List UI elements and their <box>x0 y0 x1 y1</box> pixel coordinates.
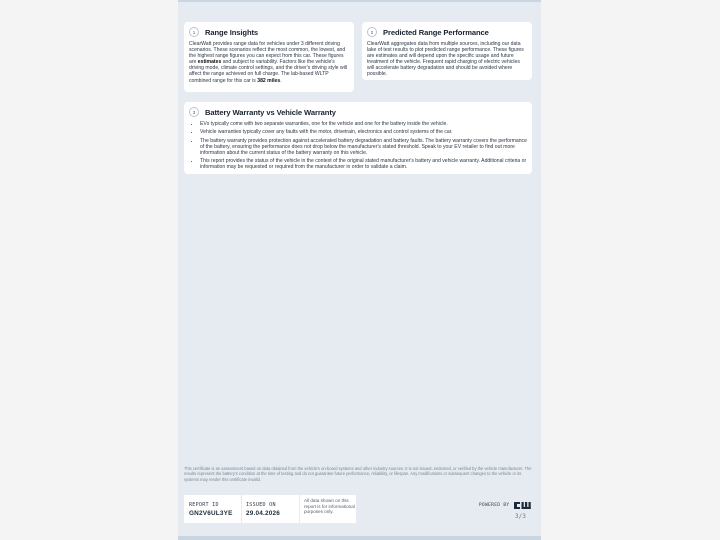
section-number-3: 3 <box>189 107 199 117</box>
warranty-bullet: • EVs typically come with two separate warranties, one for the vehicle and one for the battery inside the vehicle. <box>200 121 527 127</box>
info-note-box <box>300 495 356 523</box>
predicted-range-card <box>362 22 532 80</box>
warranty-bullet: • Vehicle warranties typically cover any faults with the motor, drivetrain, electronics and control systems of the car. <box>200 129 527 135</box>
predicted-range-text: ClearWatt aggregates data from multiple sources, including our data lake of test results to plot predicted range performance. These figures are estimates and will depend upon the specific usage and future treatment of the vehicle. Frequent rapid charging of electric vehicles will accelerate battery degradation and should be avoided where possible. <box>367 41 524 78</box>
informational-note: All data shown on this report is for informational purposes only. <box>304 498 355 515</box>
estimates-emphasis: estimates <box>197 59 222 66</box>
powered-by <box>479 501 531 510</box>
issued-on-box <box>242 495 299 523</box>
predicted-range-title: Predicted Range Performance <box>383 27 489 37</box>
wltp-range-value: 382 miles <box>257 77 281 84</box>
range-insights-text: ClearWatt provides range data for vehicles under 3 different driving scenarios. These scenarios reflect the most common, the lowest, and the highest range figures you can expect from this car. These figures are estimates and subject to variability. Factors like the vehicle's driving mode, climate control settings, and the driver's driving style will affect the range achieved on full charge. The lab-based WLTP combined range for this car is 382 miles. <box>189 41 348 84</box>
issued-on-label: ISSUED ON <box>246 502 276 508</box>
section-number-2: 2 <box>367 27 377 37</box>
report-id-label: REPORT ID <box>189 502 219 508</box>
warranty-bullet-list <box>189 121 527 170</box>
warranty-card <box>184 102 532 174</box>
clearwatt-logo-icon <box>514 501 531 510</box>
range-insights-card <box>184 22 354 92</box>
report-id-value: GN2V6UL3YE <box>189 509 233 517</box>
warranty-title: Battery Warranty vs Vehicle Warranty <box>205 107 336 117</box>
warranty-bullet: • The battery warranty provides protection against accelerated battery degradation and battery faults. The battery warranty covers the performance of the battery, ensuring the performance does not drop below the manufacturer's stated threshold. Speak to your EV retailer to find out more information about the current status of the battery warranty on this vehicle. <box>200 138 527 156</box>
range-insights-title: Range Insights <box>205 27 259 37</box>
warranty-bullet: • This report provides the status of the vehicle in the context of the original stated manufacturer's battery and vehicle warranty. Additional criteria or information may be requested or required from the manufacturer in order to validate a claim. <box>200 158 527 170</box>
report-id-box <box>184 495 241 523</box>
certificate-disclaimer: This certificate is an assessment based on data obtained from the vehicle's on-board systems and other industry sources. It is not issued, endorsed, or verified by the vehicle manufacturer. The results represent the battery's condition at the time of testing and do not guarantee future performance, reliability, or lifespan. Any modifications or subsequent changes to the vehicle or its systems may render this certificate invalid. <box>184 466 532 482</box>
issued-on-date: 29.04.2026 <box>246 509 280 517</box>
section-number-1: 1 <box>189 27 199 37</box>
powered-by-label: POWERED BY <box>479 503 510 508</box>
page-number: 3/3 <box>515 513 526 520</box>
